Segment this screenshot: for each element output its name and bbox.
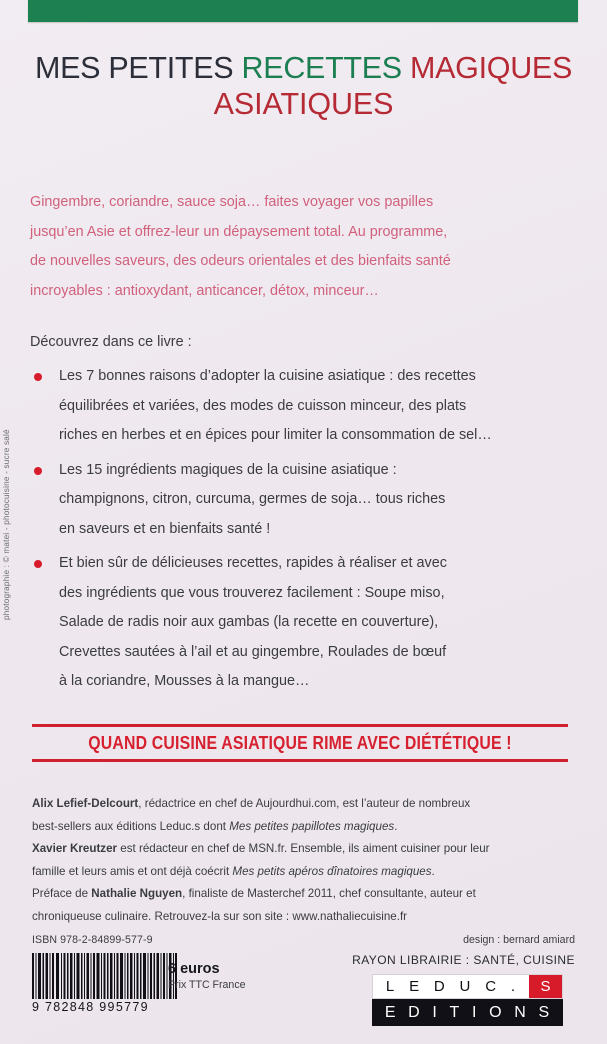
price-note: Prix TTC France — [168, 979, 246, 991]
preface-lead: Préface de — [32, 887, 92, 901]
logo-letter: . — [510, 978, 517, 995]
logo-letter: E — [409, 978, 421, 995]
barcode-bars-icon — [32, 953, 177, 999]
isbn-text: ISBN 978-2-84899-577-9 — [32, 934, 153, 946]
feature-list — [30, 362, 575, 702]
list-item-line: à la coriandre, Mousses à la mangue… — [59, 673, 310, 690]
list-item — [30, 456, 575, 545]
preface-author-name: Nathalie Nguyen — [91, 887, 183, 901]
list-item-line: des ingrédients que vous trouverez facilement : Soupe miso, — [59, 584, 445, 601]
author-2-text-c: . — [431, 864, 435, 878]
bio-author-1-line-2 — [32, 816, 570, 839]
price-value: 6 euros — [168, 961, 220, 977]
bio-author-1-line-1 — [32, 793, 570, 816]
barcode — [32, 953, 177, 1014]
discover-label: Découvrez dans ce livre : — [30, 334, 192, 350]
publisher-meta — [275, 934, 575, 967]
title-line-1 — [0, 52, 607, 84]
list-item-line: en saveurs et en bienfaits santé ! — [59, 520, 271, 537]
author-2-text-a: est rédacteur en chef de MSN.fr. Ensemble, ils aiment cuisiner pour leur — [117, 842, 490, 856]
logo-row-leduc — [372, 974, 563, 999]
logo-letter: C — [485, 978, 498, 995]
logo-letter: D — [408, 1003, 421, 1021]
logo-leduc-letters — [373, 975, 529, 998]
intro-paragraph — [30, 188, 570, 307]
logo-accent-s: S — [529, 975, 562, 998]
logo-letter: I — [432, 1003, 438, 1021]
author-1-name: Alix Lefief-Delcourt — [32, 797, 139, 810]
top-green-band — [28, 0, 578, 22]
author-2-book-title: Mes petits apéros dînatoires magiques — [232, 864, 432, 878]
rayon-librairie: RAYON LIBRAIRIE : SANTÉ, CUISINE — [352, 953, 575, 967]
design-credit: design : bernard amiard — [463, 934, 575, 946]
author-1-book-title: Mes petites papillotes magiques — [229, 819, 395, 833]
logo-letter: E — [384, 1003, 397, 1021]
author-2-text-b: famille et leurs amis et ont déjà coécrit — [32, 864, 233, 878]
bullet-dot-icon — [34, 467, 42, 475]
list-item — [30, 362, 575, 451]
price-block — [168, 961, 246, 991]
intro-line: de nouvelles saveurs, des odeurs orientales et des bienfaits santé — [30, 253, 451, 270]
tagline-rule-bottom — [32, 759, 568, 762]
logo-row-editions — [372, 999, 563, 1026]
logo-letter: U — [459, 978, 472, 995]
logo-letter: T — [449, 1003, 461, 1021]
intro-line: incroyables : antioxydant, anticancer, détox, minceur… — [30, 283, 379, 300]
list-item-line: Crevettes sautées à l’ail et au gingembre, Roulades de bœuf — [59, 643, 447, 660]
tagline-banner — [32, 724, 568, 762]
title-part-recettes: RECETTES — [241, 51, 402, 85]
title-part-asiatiques: ASIATIQUES — [213, 87, 394, 122]
bio-author-2-line-1 — [32, 838, 570, 861]
author-1-text-b: best-sellers aux éditions Leduc.s dont — [32, 819, 230, 833]
logo-letter: O — [489, 1003, 503, 1021]
bullet-dot-icon — [34, 373, 42, 381]
logo-letter: I — [471, 1003, 478, 1021]
logo-letter: L — [385, 978, 396, 995]
list-item-line: Et bien sûr de délicieuses recettes, rapides à réaliser et avec — [59, 555, 447, 572]
author-1-text-a: , rédactrice en chef de Aujourdhui.com, est l’auteur de nombreux — [138, 797, 471, 810]
list-item-line: riches en herbes et en épices pour limiter la consommation de sel… — [59, 427, 492, 444]
logo-letter: S — [538, 1003, 551, 1021]
author-1-text-c: . — [394, 819, 398, 833]
bio-preface-line-1 — [32, 883, 570, 906]
list-item — [30, 549, 575, 697]
book-title — [0, 52, 607, 120]
list-item-line: Les 15 ingrédients magiques de la cuisine asiatique : — [59, 461, 397, 478]
bio-preface-line-2: chroniqueuse culinaire. Retrouvez-la sur son site : www.nathaliecuisine.fr — [32, 909, 408, 923]
tagline-text: QUAND CUISINE ASIATIQUE RIME AVEC DIÉTÉTIQUE ! — [88, 733, 512, 753]
publisher-logo — [372, 974, 563, 1026]
photo-credit: photographie : © matei - photocuisine - sucre salé — [2, 429, 11, 620]
list-item-line: Salade de radis noir aux gambas (la recette en couverture), — [59, 614, 439, 631]
list-item-line: Les 7 bonnes raisons d’adopter la cuisine asiatique : des recettes — [59, 368, 476, 384]
list-item-line: équilibrées et variées, des modes de cuisson minceur, des plats — [59, 397, 467, 414]
logo-letter: N — [514, 1003, 527, 1021]
intro-line: jusqu’en Asie et offrez-leur un dépaysement total. Au programme, — [30, 223, 448, 240]
author-bios — [32, 793, 570, 929]
author-2-name: Xavier Kreutzer — [32, 842, 118, 856]
bullet-dot-icon — [34, 560, 42, 568]
title-part-magiques: MAGIQUES — [410, 51, 573, 85]
barcode-digits: 9 782848 995779 — [32, 1000, 149, 1014]
intro-line: Gingembre, coriandre, sauce soja… faites voyager vos papilles — [30, 194, 434, 210]
preface-text-a: , finaliste de Masterchef 2011, chef consultante, auteur et — [182, 887, 476, 901]
bio-author-2-line-2 — [32, 861, 570, 884]
title-part-mes-petites: MES PETITES — [34, 51, 234, 85]
list-item-line: champignons, citron, curcuma, germes de soja… tous riches — [59, 491, 446, 508]
title-line-2 — [0, 88, 607, 120]
logo-letter: D — [433, 978, 446, 995]
